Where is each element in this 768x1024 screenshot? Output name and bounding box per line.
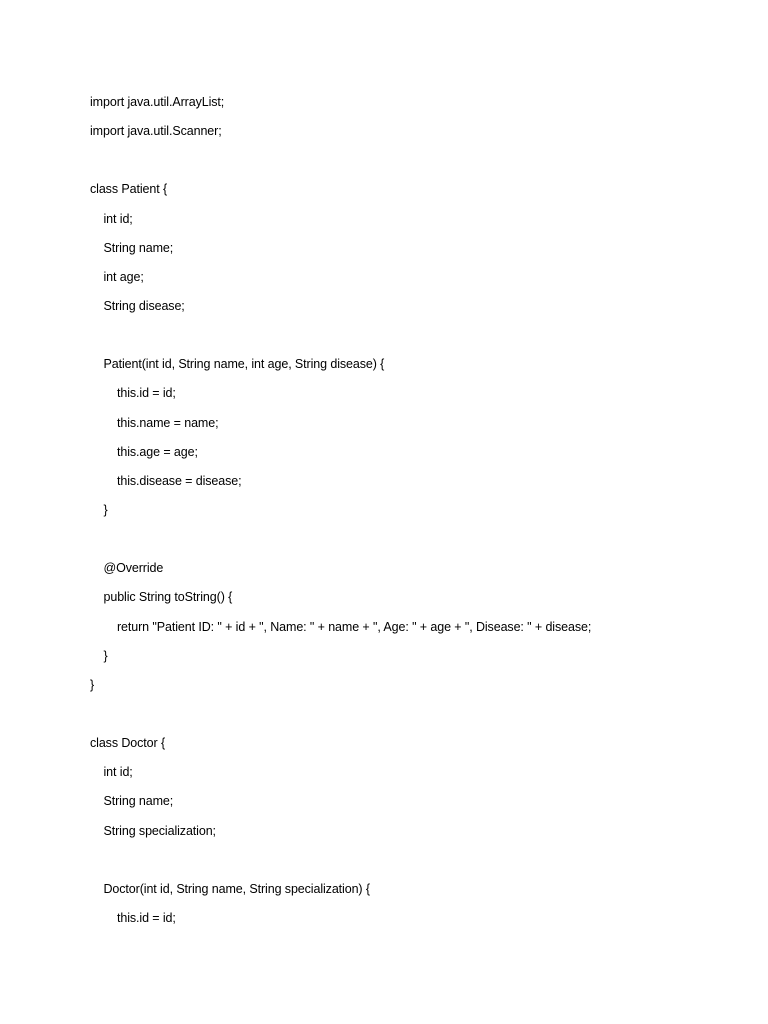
code-line: return "Patient ID: " + id + ", Name: " + name + ", Age: " + age + ", Disease: " + disease; bbox=[90, 619, 592, 634]
code-line: import java.util.ArrayList; bbox=[90, 95, 225, 109]
code-line: String name; bbox=[90, 794, 174, 809]
code-line bbox=[90, 530, 730, 559]
code-line: String disease; bbox=[90, 298, 185, 313]
code-line: } bbox=[90, 648, 108, 663]
code-line: public String toString() { bbox=[90, 590, 233, 605]
code-line: this.name = name; bbox=[90, 415, 219, 430]
code-line: this.id = id; bbox=[90, 386, 176, 401]
code-line: this.disease = disease; bbox=[90, 473, 242, 488]
code-line: String specialization; bbox=[90, 823, 216, 838]
code-line: Doctor(int id, String name, String specialization) { bbox=[90, 881, 370, 896]
code-line: Patient(int id, String name, int age, String disease) { bbox=[90, 357, 385, 372]
code-line: int id; bbox=[90, 765, 133, 780]
code-line: class Patient { bbox=[90, 182, 168, 197]
code-line bbox=[90, 151, 730, 180]
code-line: } bbox=[90, 677, 95, 692]
code-line: int id; bbox=[90, 211, 133, 226]
code-block bbox=[90, 93, 730, 938]
code-line: import java.util.Scanner; bbox=[90, 124, 222, 139]
code-line: String name; bbox=[90, 240, 174, 255]
code-line: @Override bbox=[90, 561, 164, 576]
code-line: class Doctor { bbox=[90, 736, 166, 751]
code-line: this.age = age; bbox=[90, 444, 198, 459]
code-line bbox=[90, 851, 730, 880]
code-line: this.id = id; bbox=[90, 910, 176, 925]
code-line bbox=[90, 705, 730, 734]
code-line: int age; bbox=[90, 269, 144, 284]
code-line bbox=[90, 326, 730, 355]
code-line: } bbox=[90, 502, 108, 517]
